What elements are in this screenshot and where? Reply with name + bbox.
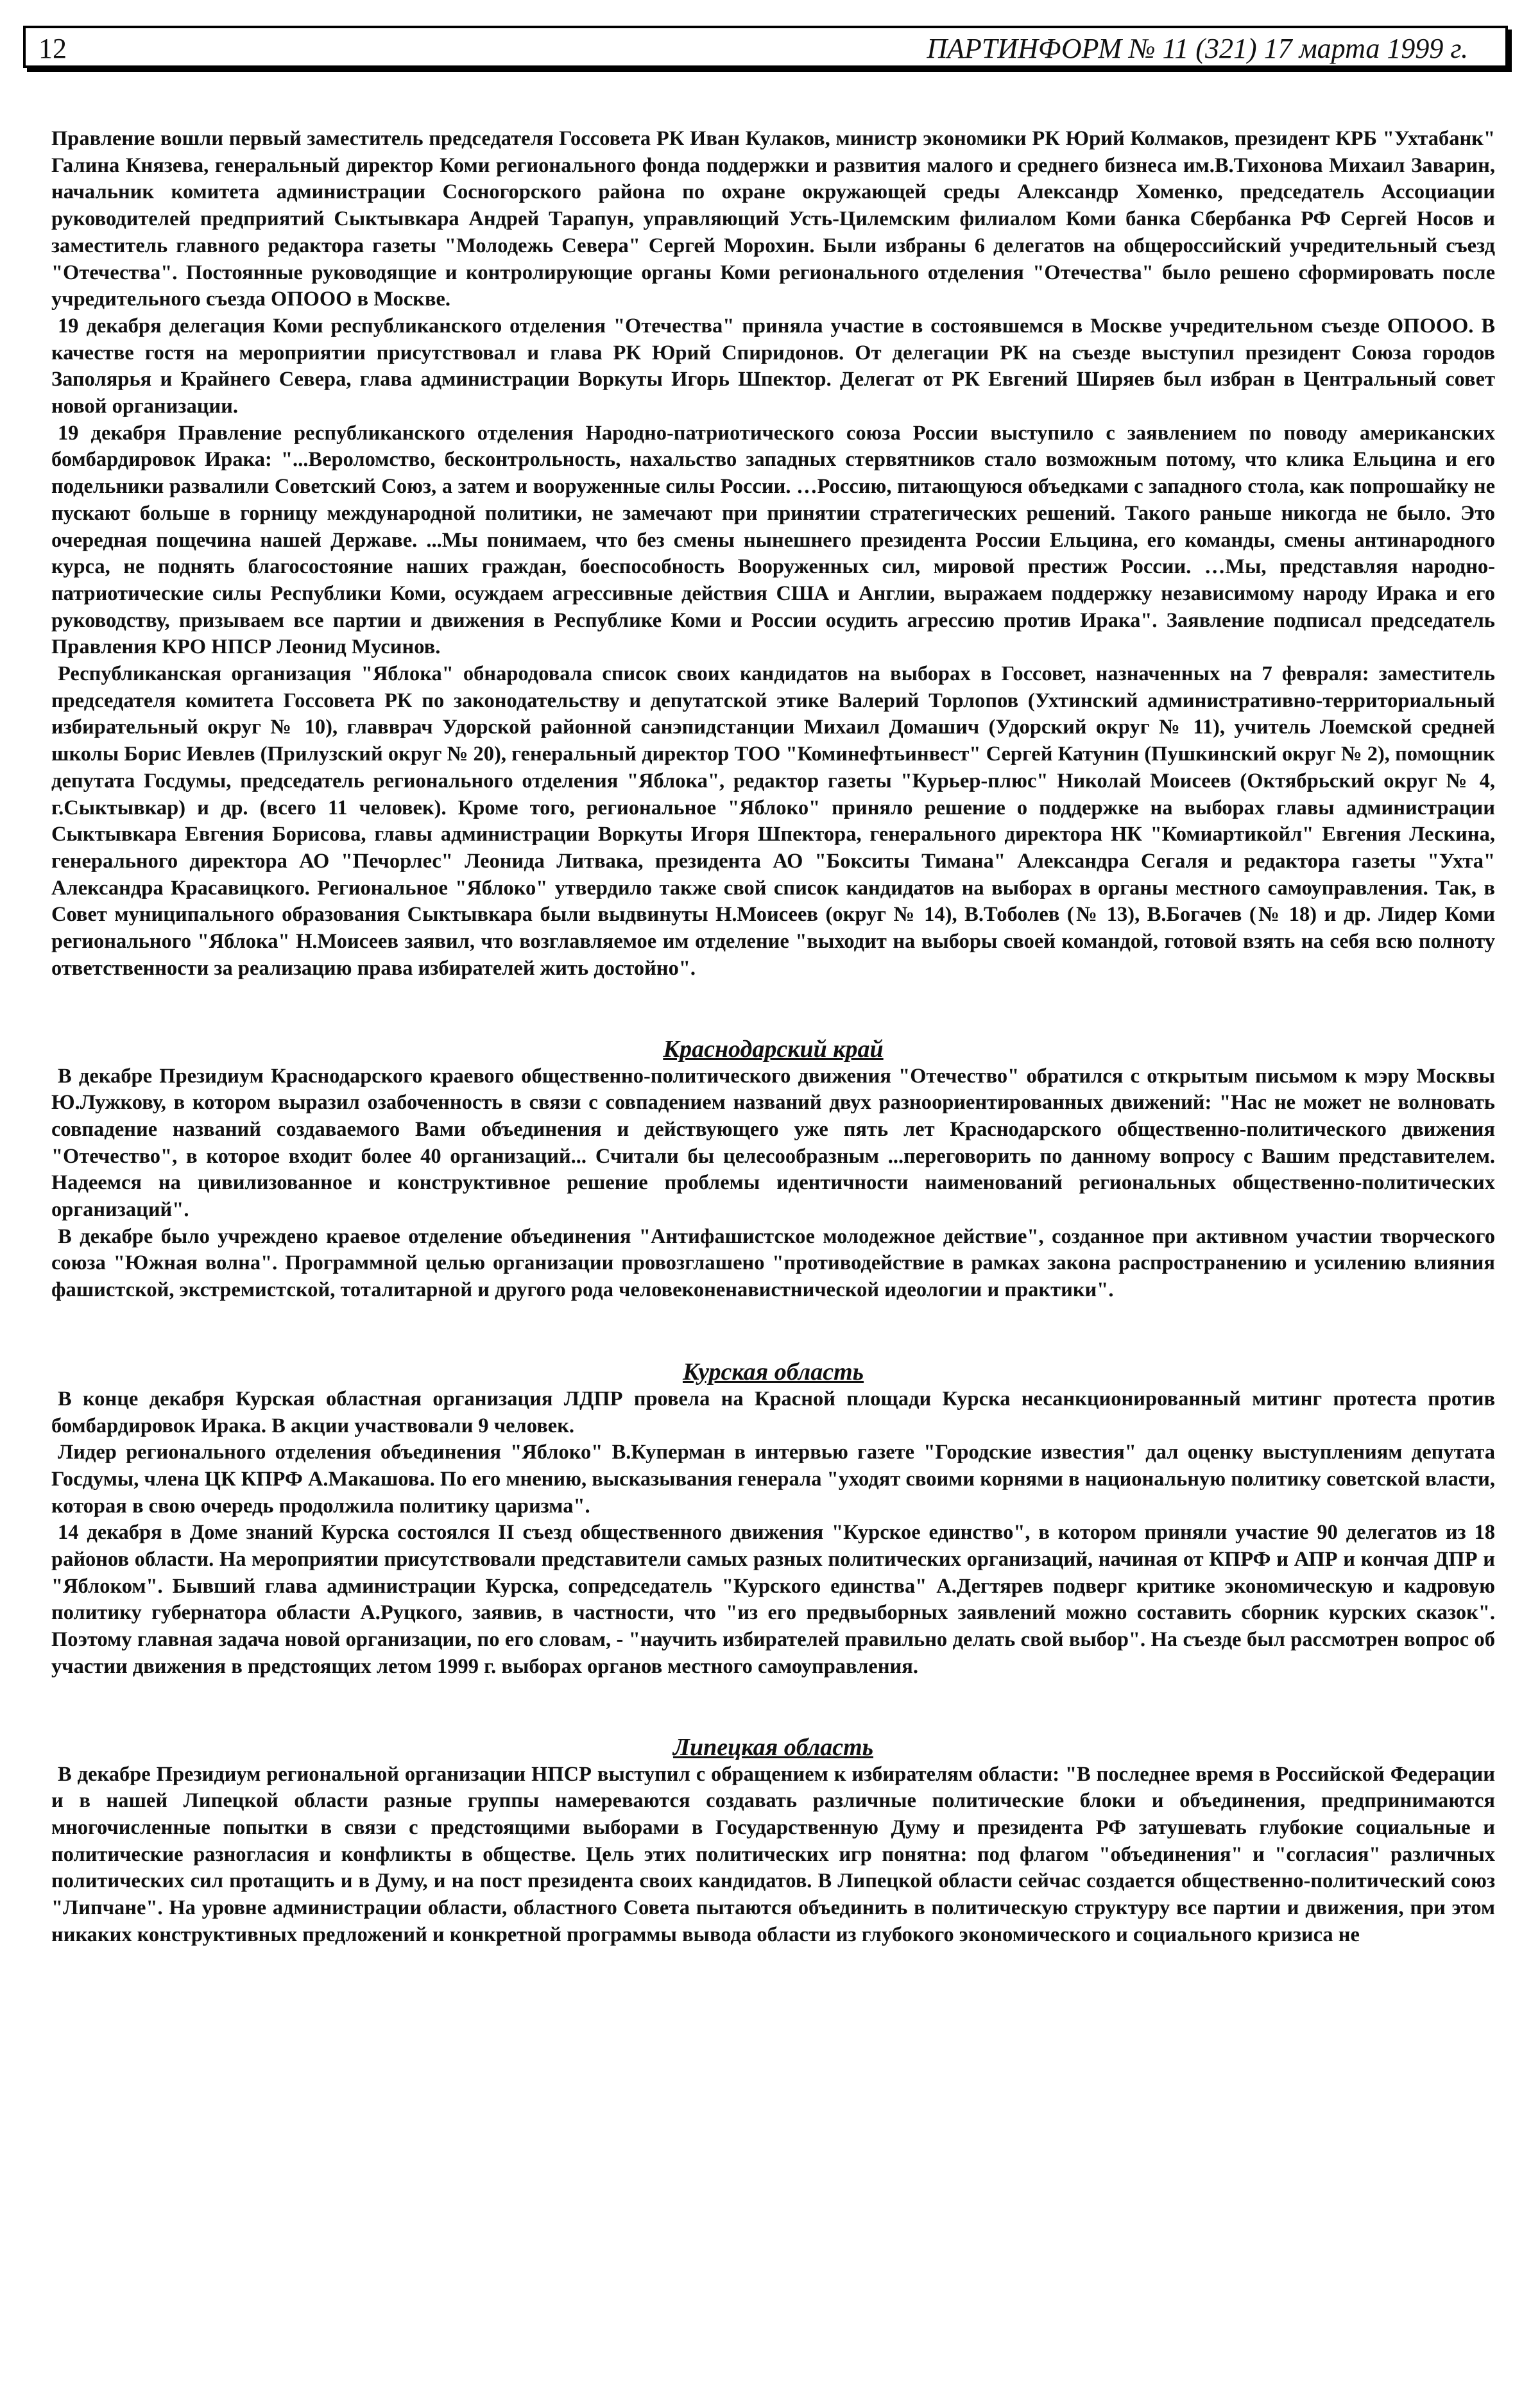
intro-paragraph: Правление вошли первый заместитель председателя Госсовета РК Иван Кулаков, министр экономики РК Юрий Колмаков, президент КРБ "Ухтабанк" Галина Князева, генеральный директор Коми регионального фонда поддержки и развития малого и среднего бизнеса им.В.Тихонова Михаил Заварин, начальник комитета администрации Сосногорского района по охране окружающей среды Александр Хоменко, председатель Ассоциации руководителей предприятий Сыктывкара Андрей Тарапун, управляющий Усть-Цилемским филиалом Коми банка Сбербанка РФ Сергей Носов и заместитель главного редактора газеты "Молодежь Севера" Сергей Морохин. Были избраны 6 делегатов на общероссийский учредительный съезд "Отечества". Постоянные руководящие и контролирующие органы Коми регионального отделения "Отечества" было решено сформировать после учредительного съезда ОПООО в Москве. [51,127,1495,311]
section-title-krasnodar: Краснодарский край [663,1035,884,1063]
section-paragraph: В декабре Президиум региональной организации НПСР выступил с обращением к избирателям области: "В последнее время в Российской Федерации и в нашей Липецкой области разные группы намереваются создавать различные политические блоки и объединения, предпринимаются многочисленные попытки в связи с предстоящими выборами в Государственную Думу и президента РФ затушевать глубокие социальные и политические разногласия и конфликты в обществе. Цель этих политических игр понятна: под флагом "объединения" и "согласия" различных политических сил протащить и в Думу, и на пост президента своих кандидатов. В Липецкой области сейчас создается общественно-политический союз "Липчане". На уровне администрации области, областного Совета пытаются объединить в политическую структуру все партии и движения, при этом никаких конструктивных предложений и конкретной программы вывода области из глубокого экономического и социального кризиса не [51,1762,1495,1946]
intro-paragraph: 19 декабря делегация Коми республиканского отделения "Отечества" приняла участие в состоявшемся в Москве учредительном съезде ОПООО. В качестве гостя на мероприятии присутствовал и глава РК Юрий Спиридонов. От делегации РК на съезде выступил президент Союза городов Заполярья и Крайнего Севера, глава администрации Воркуты Игорь Шпектор. Делегат от РК Евгений Ширяев был избран в Центральный совет новой организации. [51,314,1495,418]
section-title-kursk: Курская область [682,1358,864,1385]
page-number: 12 [38,33,67,64]
section-paragraph: 14 декабря в Доме знаний Курска состоялся II съезд общественного движения "Курское единство", в котором приняли участие 90 делегатов из 18 районов области. На мероприятии присутствовали представители самых разных политических организаций, начиная от КПРФ и АПР и кончая ДПР и "Яблоком". Бывший глава администрации Курска, сопредседатель "Курского единства" А.Дегтярев подверг критике экономическую и кадровую политику губернатора области А.Руцкого, заявив, в частности, что "из его предвыборных заявлений можно составить сборник курских сказок". Поэтому главная задача новой организации, по его словам, - "научить избирателей правильно делать свой выбор". На съезде был рассмотрен вопрос об участии движения в предстоящих летом 1999 г. выборах органов местного самоуправления. [51,1521,1495,1678]
article-body [51,126,1495,1948]
section-paragraph: В конце декабря Курская областная организация ЛДПР провела на Красной площади Курска несанкционированный митинг протеста против бомбардировок Ирака. В акции участвовали 9 человек. [51,1387,1495,1437]
page-header [23,26,1508,68]
section-title-lipetsk: Липецкая область [672,1733,874,1761]
intro-paragraph: Республиканская организация "Яблока" обнародовала список своих кандидатов на выборах в Госсовет, назначенных на 7 февраля: заместитель председателя комитета Госсовета РК по законодательству и депутатской этике Валерий Торлопов (Ухтинский административно-территориальный избирательный округ № 10), главврач Удорской районной санэпидстанции Михаил Домашич (Удорский округ № 11), учитель Лоемской средней школы Борис Иевлев (Прилузский округ № 20), генеральный директор ТОО "Коминефтьинвест" Сергей Катунин (Пушкинский округ № 2), помощник депутата Госдумы, председатель регионального отделения "Яблока", редактор газеты "Курьер-плюс" Николай Моисеев (Октябрьский округ № 4, г.Сыктывкар) и др. (всего 11 человек). Кроме того, региональное "Яблоко" приняло решение о поддержке на выборах главы администрации Сыктывкара Евгения Борисова, главы администрации Воркуты Игоря Шпектора, генерального директора НК "Комиартикойл" Евгения Лескина, генерального директора АО "Печорлес" Леонида Литвака, президента АО "Бокситы Тимана" Александра Сегаля и редактора газеты "Ухта" Александра Красавицкого. Региональное "Яблоко" утвердило также свой список кандидатов на выборах в органы местного самоуправления. Так, в Совет муниципального образования Сыктывкара были выдвинуты Н.Моисеев (округ № 14), В.Тоболев (№ 13), В.Богачев (№ 18) и др. Лидер Коми регионального "Яблока" Н.Моисеев заявил, что возглавляемое им отделение "выходит на выборы своей командой, готовой взять на себя всю полноту ответственности за реализацию права избирателей жить достойно". [51,662,1495,980]
section-paragraph: Лидер регионального отделения объединения "Яблоко" В.Куперман в интервью газете "Городские известия" дал оценку выступлениям депутата Госдумы, члена ЦК КПРФ А.Макашова. По его мнению, высказывания генерала "уходят своими корнями в национальную политику советской власти, которая в свою очередь продолжила политику царизма". [51,1441,1495,1518]
intro-paragraph: 19 декабря Правление республиканского отделения Народно-патриотического союза России выступило с заявлением по поводу американских бомбардировок Ирака: "...Вероломство, бесконтрольность, нахальство западных стервятников стало возможным потому, что клика Ельцина и его подельники развалили Советский Союз, а затем и вооруженные силы России. …Россию, питающуюся объедками с западного стола, как попрошайку не пускают больше в горницу международной политики, не замечают при принятии стратегических решений. Такого раньше никогда не было. Это очередная пощечина нашей Державе. ...Мы понимаем, что без смены нынешнего президента России Ельцина, его команды, смены антинародного курса, не поднять благосостояние наших граждан, боеспособность Вооруженных сил, мировой престиж России. …Мы, представляя народно-патриотические силы Республики Коми, осуждаем агрессивные действия США и Англии, выражаем поддержку независимому народу Ирака и его руководству, призываем все партии и движения в Республике Коми и России осудить агрессию против Ирака". Заявление подписал председатель Правления КРО НПСР Леонид Мусинов. [51,421,1495,659]
section-paragraph: В декабре было учреждено краевое отделение объединения "Антифашистское молодежное действие", созданное при активном участии творческого союза "Южная волна". Программной целью организации провозглашено "противодействие в рамках закона распространению и усилению влияния фашистской, экстремистской, тоталитарной и другого рода человеконенавистнической идеологии и практики". [51,1224,1495,1302]
issue-title: ПАРТИНФОРМ № 11 (321) 17 марта 1999 г. [927,33,1468,64]
section-paragraph: В декабре Президиум Краснодарского краевого общественно-политического движения "Отечество" обратился с открытым письмом к мэру Москвы Ю.Лужкову, в котором выразил озабоченность в связи с совпадением названий двух разноориентированных движений: "Нас не может не волновать совпадение названий создаваемого Вами объединения и действующего уже пять лет Краснодарского общественно-политического движения "Отечество", в которое входит более 40 организаций... Считали бы целесообразным ...переговорить по данному вопросу с Вашим представителем. Надеемся на цивилизованное и конструктивное решение проблемы идентичности наименований региональных общественно-политических организаций". [51,1064,1495,1222]
